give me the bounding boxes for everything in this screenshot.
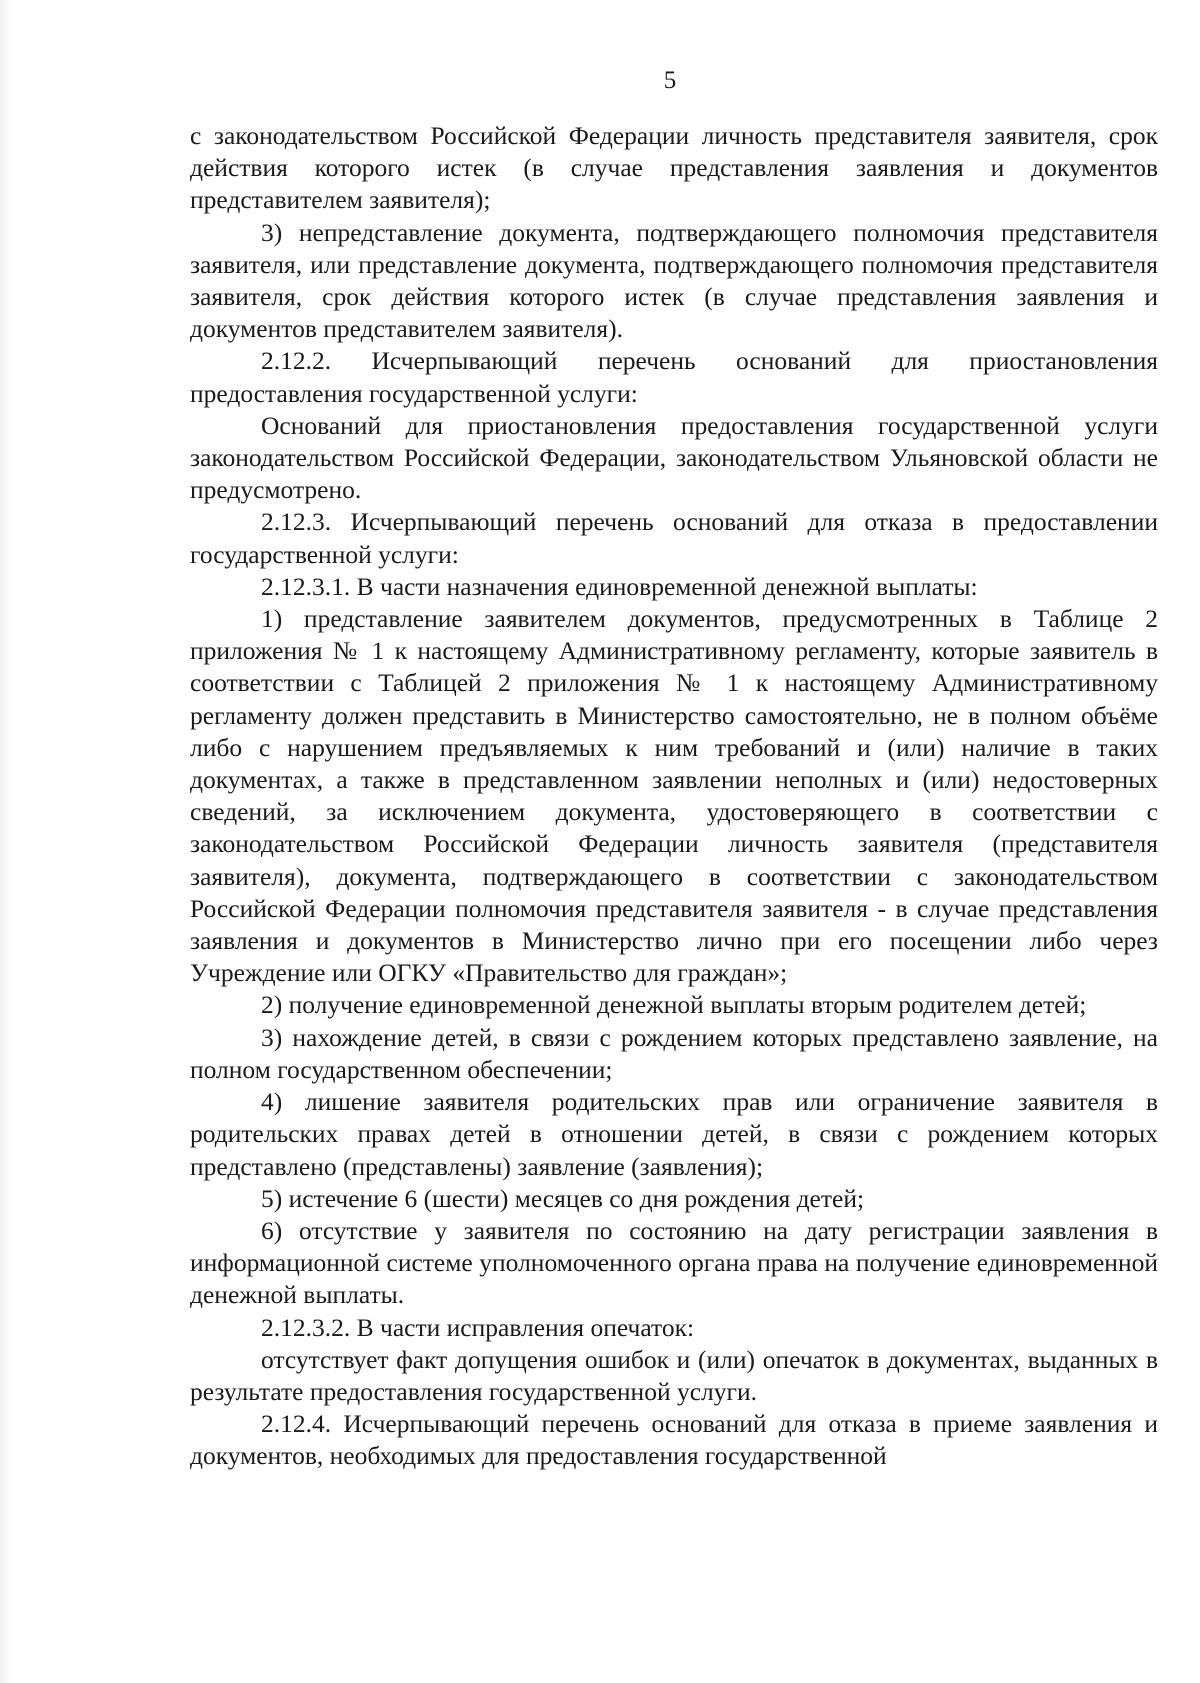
list-item-paragraph: 5) истечение 6 (шести) месяцев со дня рождения детей;	[261, 1183, 865, 1213]
page-number: 5	[663, 67, 677, 94]
list-item-paragraph: 4) лишение заявителя родительских прав или ограничение заявителя в родительских правах детей в отношении детей, в связи с рождением которых представлено (представлены) заявление (заявления);	[190, 1087, 1158, 1181]
list-item-paragraph: 3) нахождение детей, в связи с рождением которых представлено заявление, на полном государственном обеспечении;	[190, 1022, 1158, 1084]
list-item-paragraph: 1) представление заявителем документов, предусмотренных в Таблице 2 приложения № 1 к настоящему Административному регламенту, которые заявитель в соответствии с Таблицей 2 приложения № 1 к настоящему Административному регламенту должен представить в Министерство самостоятельно, не в полном объёме либо с нарушением предъявляемых к ним требований и (или) наличие в таких документах, а также в представленном заявлении неполных и (или) недостоверных сведений, за исключением документа, удостоверяющего в соответствии с законодательством Российской Федерации личность заявителя (представителя заявителя), документа, подтверждающего в соответствии с законодательством Российской Федерации полномочия представителя заявителя - в случае представления заявления и документов в Министерство лично при его посещении либо через Учреждение или ОГКУ «Правительство для граждан»;	[190, 604, 1158, 988]
scan-edge-shadow	[0, 0, 14, 1683]
page-number-container	[70, 66, 1200, 96]
section-heading-paragraph: 2.12.3. Исчерпывающий перечень оснований для отказа в предоставлении государственной услуги:	[190, 507, 1158, 569]
paragraph: 3) непредставление документа, подтверждающего полномочия представителя заявителя, или представление документа, подтверждающего полномочия представителя заявителя, срок действия которого истек (в случае представления заявления и документов представителем заявителя).	[190, 217, 1158, 344]
subsection-heading-paragraph: 2.12.3.2. В части исправления опечаток:	[261, 1312, 695, 1342]
paragraph: с законодательством Российской Федерации личность представителя заявителя, срок действия которого истек (в случае представления заявления и документов представителем заявителя);	[190, 121, 1158, 215]
subsection-heading-paragraph: 2.12.3.1. В части назначения единовременной денежной выплаты:	[261, 571, 978, 601]
list-item-paragraph: 2) получение единовременной денежной выплаты вторым родителем детей;	[261, 990, 1087, 1020]
list-item-paragraph: 6) отсутствие у заявителя по состоянию на дату регистрации заявления в информационной системе уполномоченного органа права на получение единовременной денежной выплаты.	[190, 1215, 1158, 1310]
document-body	[190, 120, 1158, 1473]
section-heading-paragraph: 2.12.4. Исчерпывающий перечень оснований для отказа в приеме заявления и документов, необходимых для предоставления государственной	[190, 1409, 1158, 1471]
paragraph: Оснований для приостановления предоставления государственной услуги законодательством Российской Федерации, законодательством Ульяновской области не предусмотрено.	[190, 410, 1158, 505]
section-heading-paragraph: 2.12.2. Исчерпывающий перечень оснований для приостановления предоставления государственной услуги:	[190, 346, 1158, 408]
paragraph: отсутствует факт допущения ошибок и (или) опечаток в документах, выданных в результате предоставления государственной услуги.	[190, 1344, 1158, 1406]
